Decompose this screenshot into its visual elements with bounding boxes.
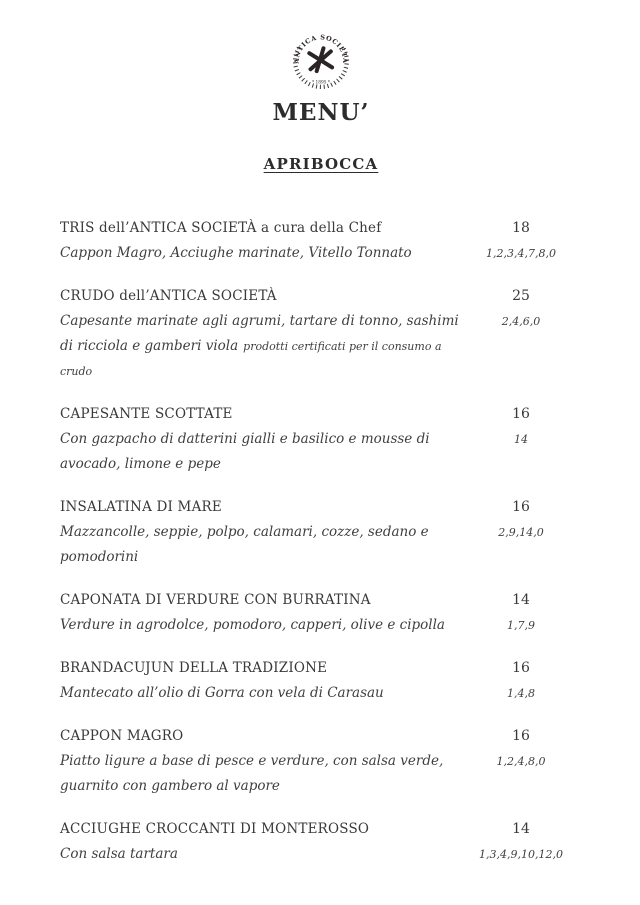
item-price: 25 — [512, 288, 530, 304]
item-name: BRANDACUJUN DELLA TRADIZIONE — [60, 660, 328, 676]
item-description — [60, 427, 460, 477]
item-name: CAPPON MAGRO — [60, 728, 184, 744]
item-name: CAPONATA DI VERDURE CON BURRATINA — [60, 592, 371, 608]
menu-item — [60, 656, 582, 706]
item-description — [60, 842, 460, 867]
section-header — [60, 156, 582, 173]
item-price: 18 — [512, 220, 530, 236]
item-name: CAPESANTE SCOTTATE — [60, 406, 233, 422]
item-description-text: Piatto ligure a base di pesce e verdure, con salsa verde, guarnito con gambero al vapore — [60, 753, 444, 794]
menu-item — [60, 817, 582, 867]
item-description-text: Verdure in agrodolce, pomodoro, capperi, olive e cipolla — [60, 617, 445, 633]
restaurant-logo-icon — [290, 28, 352, 92]
menu-items-list — [60, 216, 582, 867]
item-allergens: 1,2,4,8,0 — [496, 755, 546, 768]
item-description-text: Capesante marinate agli agrumi, tartare di tonno, sashimi di ricciola e gamberi viola — [60, 313, 459, 354]
item-price: 16 — [512, 499, 530, 515]
menu-item — [60, 724, 582, 799]
menu-item — [60, 495, 582, 570]
restaurant-logo — [60, 28, 582, 92]
item-description-text: Con salsa tartara — [60, 846, 178, 862]
item-allergens: 2,4,6,0 — [501, 315, 541, 328]
logo-arc-text: ANTICA SOCIETÀ — [292, 33, 350, 64]
item-description-text: Cappon Magro, Acciughe marinate, Vitello Tonnato — [60, 245, 412, 261]
logo-year: * 1895 * — [312, 80, 330, 86]
item-allergens: 2,9,14,0 — [498, 526, 544, 539]
item-description-text: Mantecato all’olio di Gorra con vela di Carasau — [60, 685, 384, 701]
item-price: 16 — [512, 660, 530, 676]
item-allergens: 1,4,8 — [507, 687, 535, 700]
item-price: 14 — [512, 592, 530, 608]
item-price: 16 — [512, 406, 530, 422]
item-allergens: 1,3,4,9,10,12,0 — [479, 848, 563, 861]
logo-center-knob — [318, 57, 324, 63]
item-description-text: Con gazpacho di datterini gialli e basilico e mousse di avocado, limone e pepe — [60, 431, 430, 472]
section-header-text: APRIBOCCA — [263, 155, 379, 173]
item-allergens: 1,2,3,4,7,8,0 — [486, 247, 556, 260]
item-description — [60, 749, 460, 799]
item-price: 16 — [512, 728, 530, 744]
menu-item — [60, 216, 582, 266]
page-title: MENU’ — [272, 99, 370, 126]
item-name: ACCIUGHE CROCCANTI DI MONTEROSSO — [60, 821, 370, 837]
item-name: CRUDO dell’ANTICA SOCIETÀ — [60, 288, 277, 304]
item-description — [60, 309, 460, 384]
item-description — [60, 241, 460, 266]
item-name: TRIS dell’ANTICA SOCIETÀ a cura della Chef — [60, 220, 382, 236]
menu-item — [60, 284, 582, 384]
item-description — [60, 613, 460, 638]
menu-item — [60, 588, 582, 638]
item-description-text: Mazzancolle, seppie, polpo, calamari, cozze, sedano e pomodorini — [60, 524, 429, 565]
menu-item — [60, 402, 582, 477]
item-note: prodotti certificati per il consumo a crudo — [60, 340, 442, 378]
item-allergens: 14 — [514, 433, 528, 446]
item-allergens: 1,7,9 — [507, 619, 535, 632]
item-description — [60, 520, 460, 570]
item-price: 14 — [512, 821, 530, 837]
item-description — [60, 681, 460, 706]
item-name: INSALATINA DI MARE — [60, 499, 222, 515]
